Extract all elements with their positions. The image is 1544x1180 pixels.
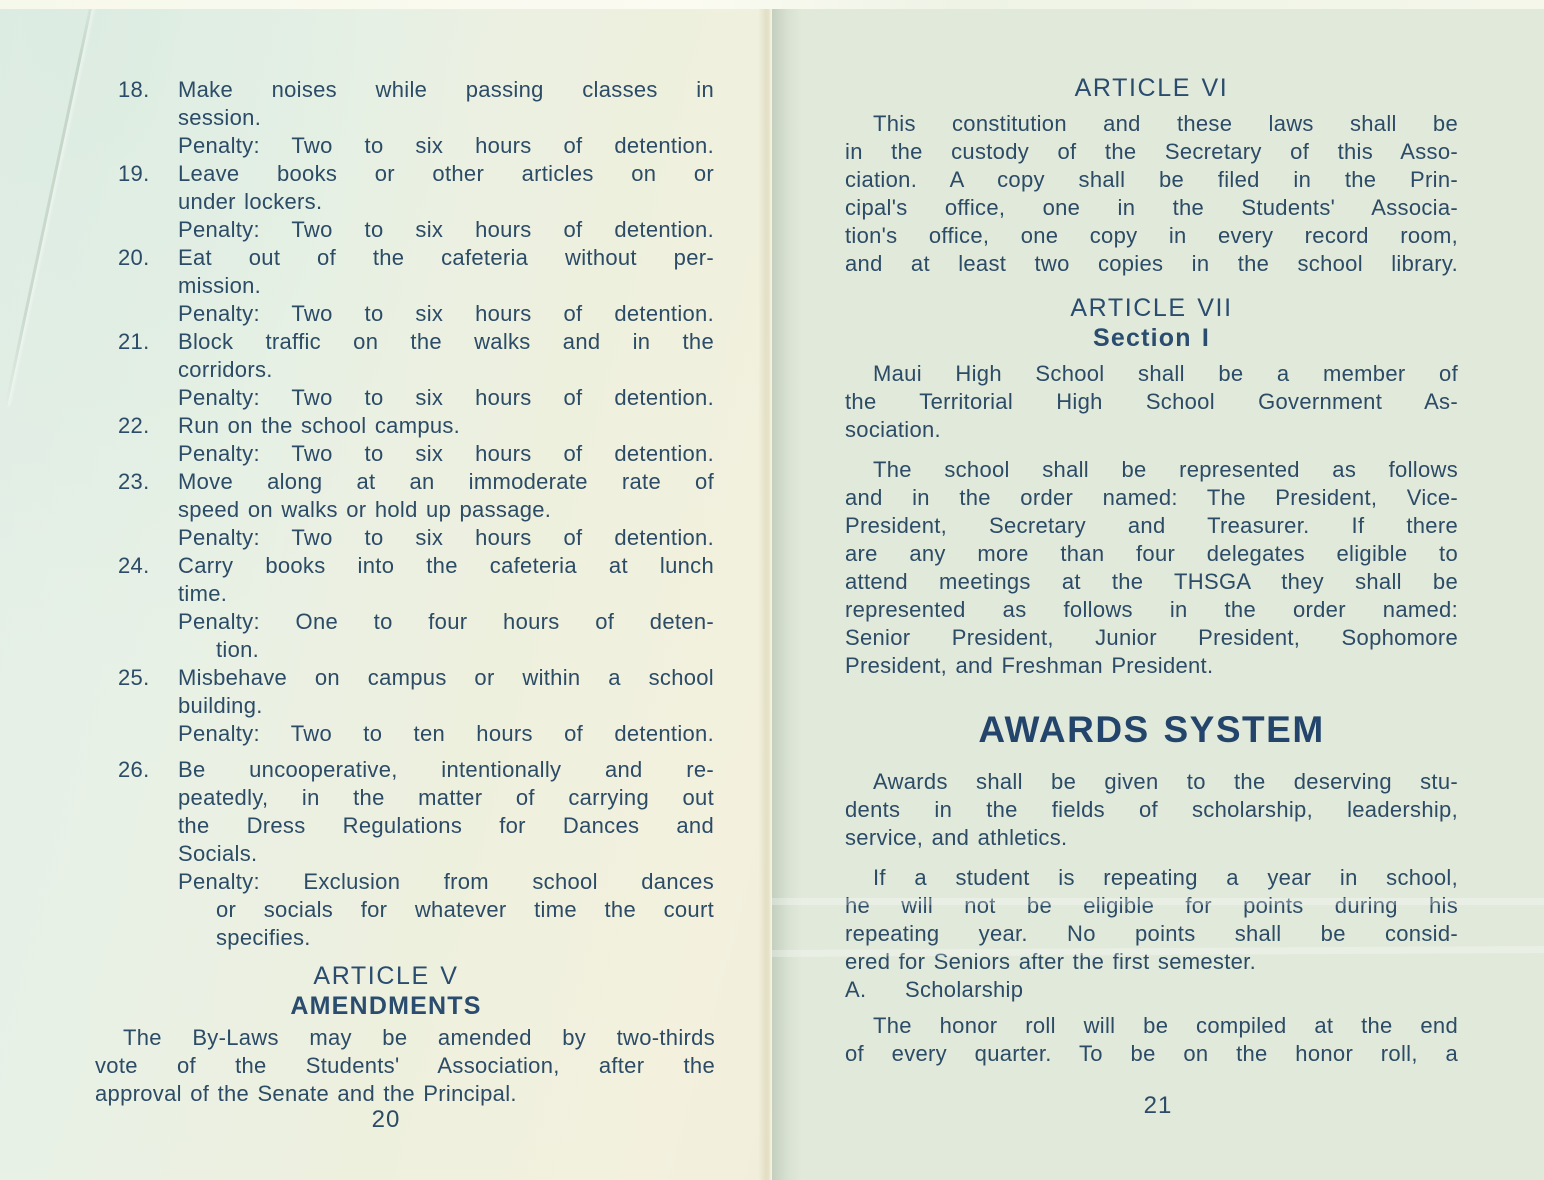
text-line: Maui High School shall be a member of — [873, 361, 1458, 386]
text-line: vote of the Students' Association, after the — [95, 1053, 715, 1078]
awards-paragraph-1 — [845, 768, 1458, 852]
page-21 — [772, 0, 1544, 1180]
text-line: Senior President, Junior President, Sophomore — [845, 625, 1458, 650]
text-line: Awards shall be given to the deserving stu- — [873, 769, 1458, 794]
text-line: he will not be eligible for points during his — [845, 893, 1458, 918]
text-line: specifies. — [216, 925, 311, 950]
scholarship-item-label: A. — [845, 977, 867, 1002]
text-line: are any more than four delegates eligible to — [845, 541, 1458, 566]
offense-item — [118, 76, 714, 160]
text-line: approval of the Senate and the Principal. — [95, 1081, 517, 1106]
text-line: Penalty: Two to ten hours of detention. — [178, 721, 714, 746]
text-line: peatedly, in the matter of carrying out — [178, 785, 714, 810]
text-line: cipal's office, one in the Students' Associa- — [845, 195, 1458, 220]
offense-number: 24. — [118, 553, 150, 578]
text-line: of every quarter. To be on the honor roll, a — [845, 1041, 1458, 1066]
text-line: corridors. — [178, 357, 273, 382]
text-line: and in the order named: The President, Vice- — [845, 485, 1458, 510]
offense-body — [178, 412, 714, 468]
text-line: Move along at an immoderate rate of — [178, 469, 714, 494]
page-number-right: 21 — [1143, 1092, 1173, 1119]
offense-item — [118, 756, 714, 952]
text-line: tion's office, one copy in every record room, — [845, 223, 1458, 248]
text-line: session. — [178, 105, 262, 130]
article-vii-heading: ARTICLE VII — [1070, 294, 1233, 322]
text-line: Leave books or other articles on or — [178, 161, 714, 186]
text-line: Penalty: One to four hours of deten- — [178, 609, 714, 634]
text-line: Penalty: Exclusion from school dances — [178, 869, 714, 894]
text-line: Penalty: Two to six hours of detention. — [178, 217, 714, 242]
text-line: the Territorial High School Government As- — [845, 389, 1458, 414]
page-21-column — [772, 0, 1544, 1068]
text-line: Penalty: Two to six hours of detention. — [178, 525, 714, 550]
text-line: mission. — [178, 273, 262, 298]
scholarship-item — [845, 976, 1458, 1004]
text-line: under lockers. — [178, 189, 323, 214]
text-line: time. — [178, 581, 228, 606]
text-line: Block traffic on the walks and in the — [178, 329, 714, 354]
amendments-paragraph — [0, 1020, 772, 1108]
text-line: ciation. A copy shall be filed in the Prin- — [845, 167, 1458, 192]
offense-body — [178, 76, 714, 160]
offense-item — [118, 328, 714, 412]
article-v-heading: ARTICLE V — [313, 962, 459, 990]
page-number-left: 20 — [371, 1106, 401, 1133]
text-line: represented as follows in the order named: — [845, 597, 1458, 622]
text-line: Be uncooperative, intentionally and re- — [178, 757, 714, 782]
offense-body — [178, 552, 714, 664]
text-line: the Dress Regulations for Dances and — [178, 813, 714, 838]
offense-item — [118, 552, 714, 664]
awards-system-heading: AWARDS SYSTEM — [978, 709, 1325, 750]
offense-list — [0, 0, 772, 952]
section-i-heading: Section I — [1093, 324, 1210, 352]
text-line: If a student is repeating a year in school, — [873, 865, 1458, 890]
article-vii-paragraph-1 — [845, 360, 1458, 444]
text-line: tion. — [216, 637, 260, 662]
text-line: Carry books into the cafeteria at lunch — [178, 553, 714, 578]
offense-body — [178, 664, 714, 748]
offense-number: 26. — [118, 757, 150, 782]
text-line: The By-Laws may be amended by two-thirds — [123, 1025, 715, 1050]
text-line: Penalty: Two to six hours of detention. — [178, 441, 714, 466]
text-line: attend meetings at the THSGA they shall be — [845, 569, 1458, 594]
text-line: or socials for whatever time the court — [216, 897, 714, 922]
text-line: ered for Seniors after the first semester. — [845, 949, 1256, 974]
text-line: service, and athletics. — [845, 825, 1068, 850]
text-line: and at least two copies in the school library. — [845, 251, 1458, 276]
text-line: sociation. — [845, 417, 941, 442]
offense-item — [118, 468, 714, 552]
offense-body — [178, 244, 714, 328]
text-line: in the custody of the Secretary of this Asso- — [845, 139, 1458, 164]
text-line: Make noises while passing classes in — [178, 77, 714, 102]
text-line: speed on walks or hold up passage. — [178, 497, 552, 522]
text-line: President, and Freshman President. — [845, 653, 1214, 678]
offense-body — [178, 468, 714, 552]
offense-item — [118, 244, 714, 328]
offense-number: 19. — [118, 161, 150, 186]
article-vi-heading: ARTICLE VI — [1074, 74, 1229, 102]
text-line: Penalty: Two to six hours of detention. — [178, 133, 714, 158]
text-line: Penalty: Two to six hours of detention. — [178, 385, 714, 410]
text-line: The honor roll will be compiled at the end — [873, 1013, 1458, 1038]
offense-number: 18. — [118, 77, 150, 102]
offense-item — [118, 412, 714, 468]
offense-item — [118, 160, 714, 244]
text-line: building. — [178, 693, 263, 718]
text-line: Misbehave on campus or within a school — [178, 665, 714, 690]
offense-body — [178, 328, 714, 412]
text-line: President, Secretary and Treasurer. If there — [845, 513, 1458, 538]
text-line: Eat out of the cafeteria without per- — [178, 245, 714, 270]
offense-number: 25. — [118, 665, 150, 690]
offense-item — [118, 664, 714, 748]
offense-body — [178, 160, 714, 244]
text-line: This constitution and these laws shall be — [873, 111, 1458, 136]
honor-roll-paragraph — [845, 1012, 1458, 1068]
offense-number: 21. — [118, 329, 150, 354]
offense-number: 23. — [118, 469, 150, 494]
offense-number: 22. — [118, 413, 150, 438]
text-line: Penalty: Two to six hours of detention. — [178, 301, 714, 326]
offense-number: 20. — [118, 245, 150, 270]
scholarship-item-text: Scholarship — [905, 977, 1024, 1002]
text-line: dents in the fields of scholarship, leadership, — [845, 797, 1458, 822]
article-vii-paragraph-2 — [845, 456, 1458, 680]
article-vi-paragraph — [845, 110, 1458, 278]
amendments-heading: AMENDMENTS — [290, 992, 482, 1020]
offense-body — [178, 756, 714, 952]
text-line: Run on the school campus. — [178, 413, 461, 438]
text-line: repeating year. No points shall be consid- — [845, 921, 1458, 946]
text-line: Socials. — [178, 841, 258, 866]
text-line: The school shall be represented as follows — [873, 457, 1458, 482]
awards-paragraph-2 — [845, 864, 1458, 976]
